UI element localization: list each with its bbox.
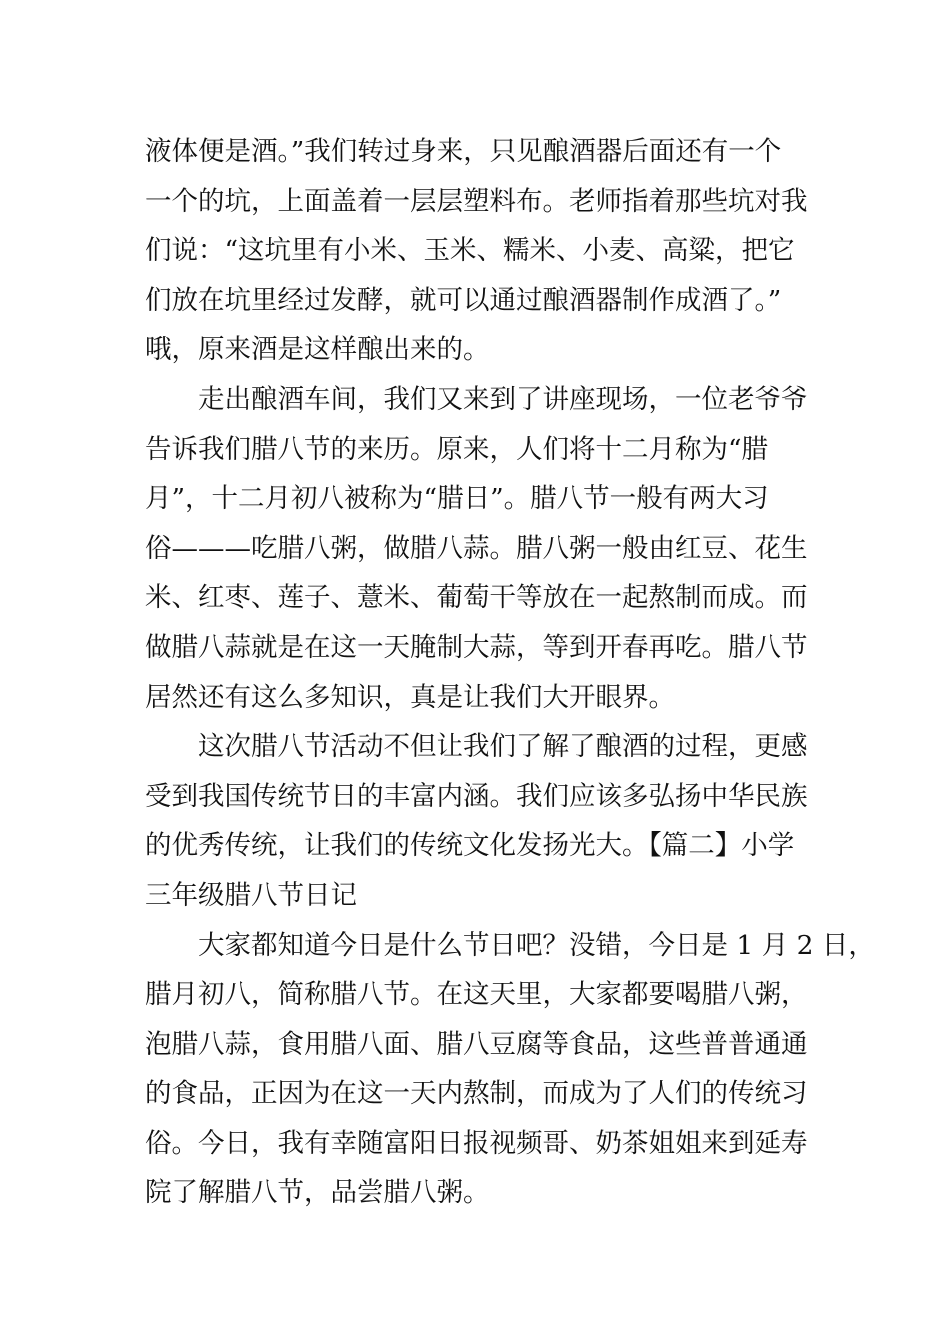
text-line: 受到我国传统节日的丰富内涵。我们应该多弘扬中华民族 <box>145 780 808 812</box>
text-line: 泡腊八蒜，食用腊八面、腊八豆腐等食品，这些普普通通 <box>145 1028 808 1060</box>
text-line: 院了解腊八节，品尝腊八粥。 <box>145 1177 490 1209</box>
paragraph-first-line: 大家都知道今日是什么节日吧？没错，今日是 1 月 2 日， <box>198 929 875 961</box>
text-line: 月”，十二月初八被称为“腊日”。腊八节一般有两大习 <box>145 483 769 515</box>
text-line: 告诉我们腊八节的来历。原来，人们将十二月称为“腊 <box>145 433 769 465</box>
document-body <box>145 127 875 1218</box>
text-line: 的优秀传统，让我们的传统文化发扬光大。【篇二】小学 <box>145 830 795 862</box>
text-line: 居然还有这么多知识，真是让我们大开眼界。 <box>145 681 675 713</box>
section-title-line: 三年级腊八节日记 <box>145 879 357 911</box>
text-line: 哦，原来酒是这样酿出来的。 <box>145 334 490 366</box>
text-line: 俗———吃腊八粥，做腊八蒜。腊八粥一般由红豆、花生 <box>145 532 808 564</box>
text-line: 们放在坑里经过发酵，就可以通过酿酒器制作成酒了。” <box>145 284 782 316</box>
text-line: 的食品，正因为在这一天内熬制，而成为了人们的传统习 <box>145 1078 808 1110</box>
paragraph-first-line: 走出酿酒车间，我们又来到了讲座现场，一位老爷爷 <box>198 383 808 415</box>
text-line: 俗。今日，我有幸随富阳日报视频哥、奶茶姐姐来到延寿 <box>145 1127 808 1159</box>
text-line: 液体便是酒。”我们转过身来，只见酿酒器后面还有一个 <box>145 136 782 167</box>
text-line: 一个的坑，上面盖着一层层塑料布。老师指着那些坑对我 <box>145 185 808 217</box>
text-line: 腊月初八，简称腊八节。在这天里，大家都要喝腊八粥， <box>145 979 808 1011</box>
text-line: 米、红枣、莲子、薏米、葡萄干等放在一起熬制而成。而 <box>145 582 808 614</box>
text-line: 做腊八蒜就是在这一天腌制大蒜，等到开春再吃。腊八节 <box>145 631 808 663</box>
paragraph-first-line: 这次腊八节活动不但让我们了解了酿酒的过程，更感 <box>198 731 808 763</box>
text-line: 们说：“这坑里有小米、玉米、糯米、小麦、高粱，把它 <box>145 235 795 267</box>
